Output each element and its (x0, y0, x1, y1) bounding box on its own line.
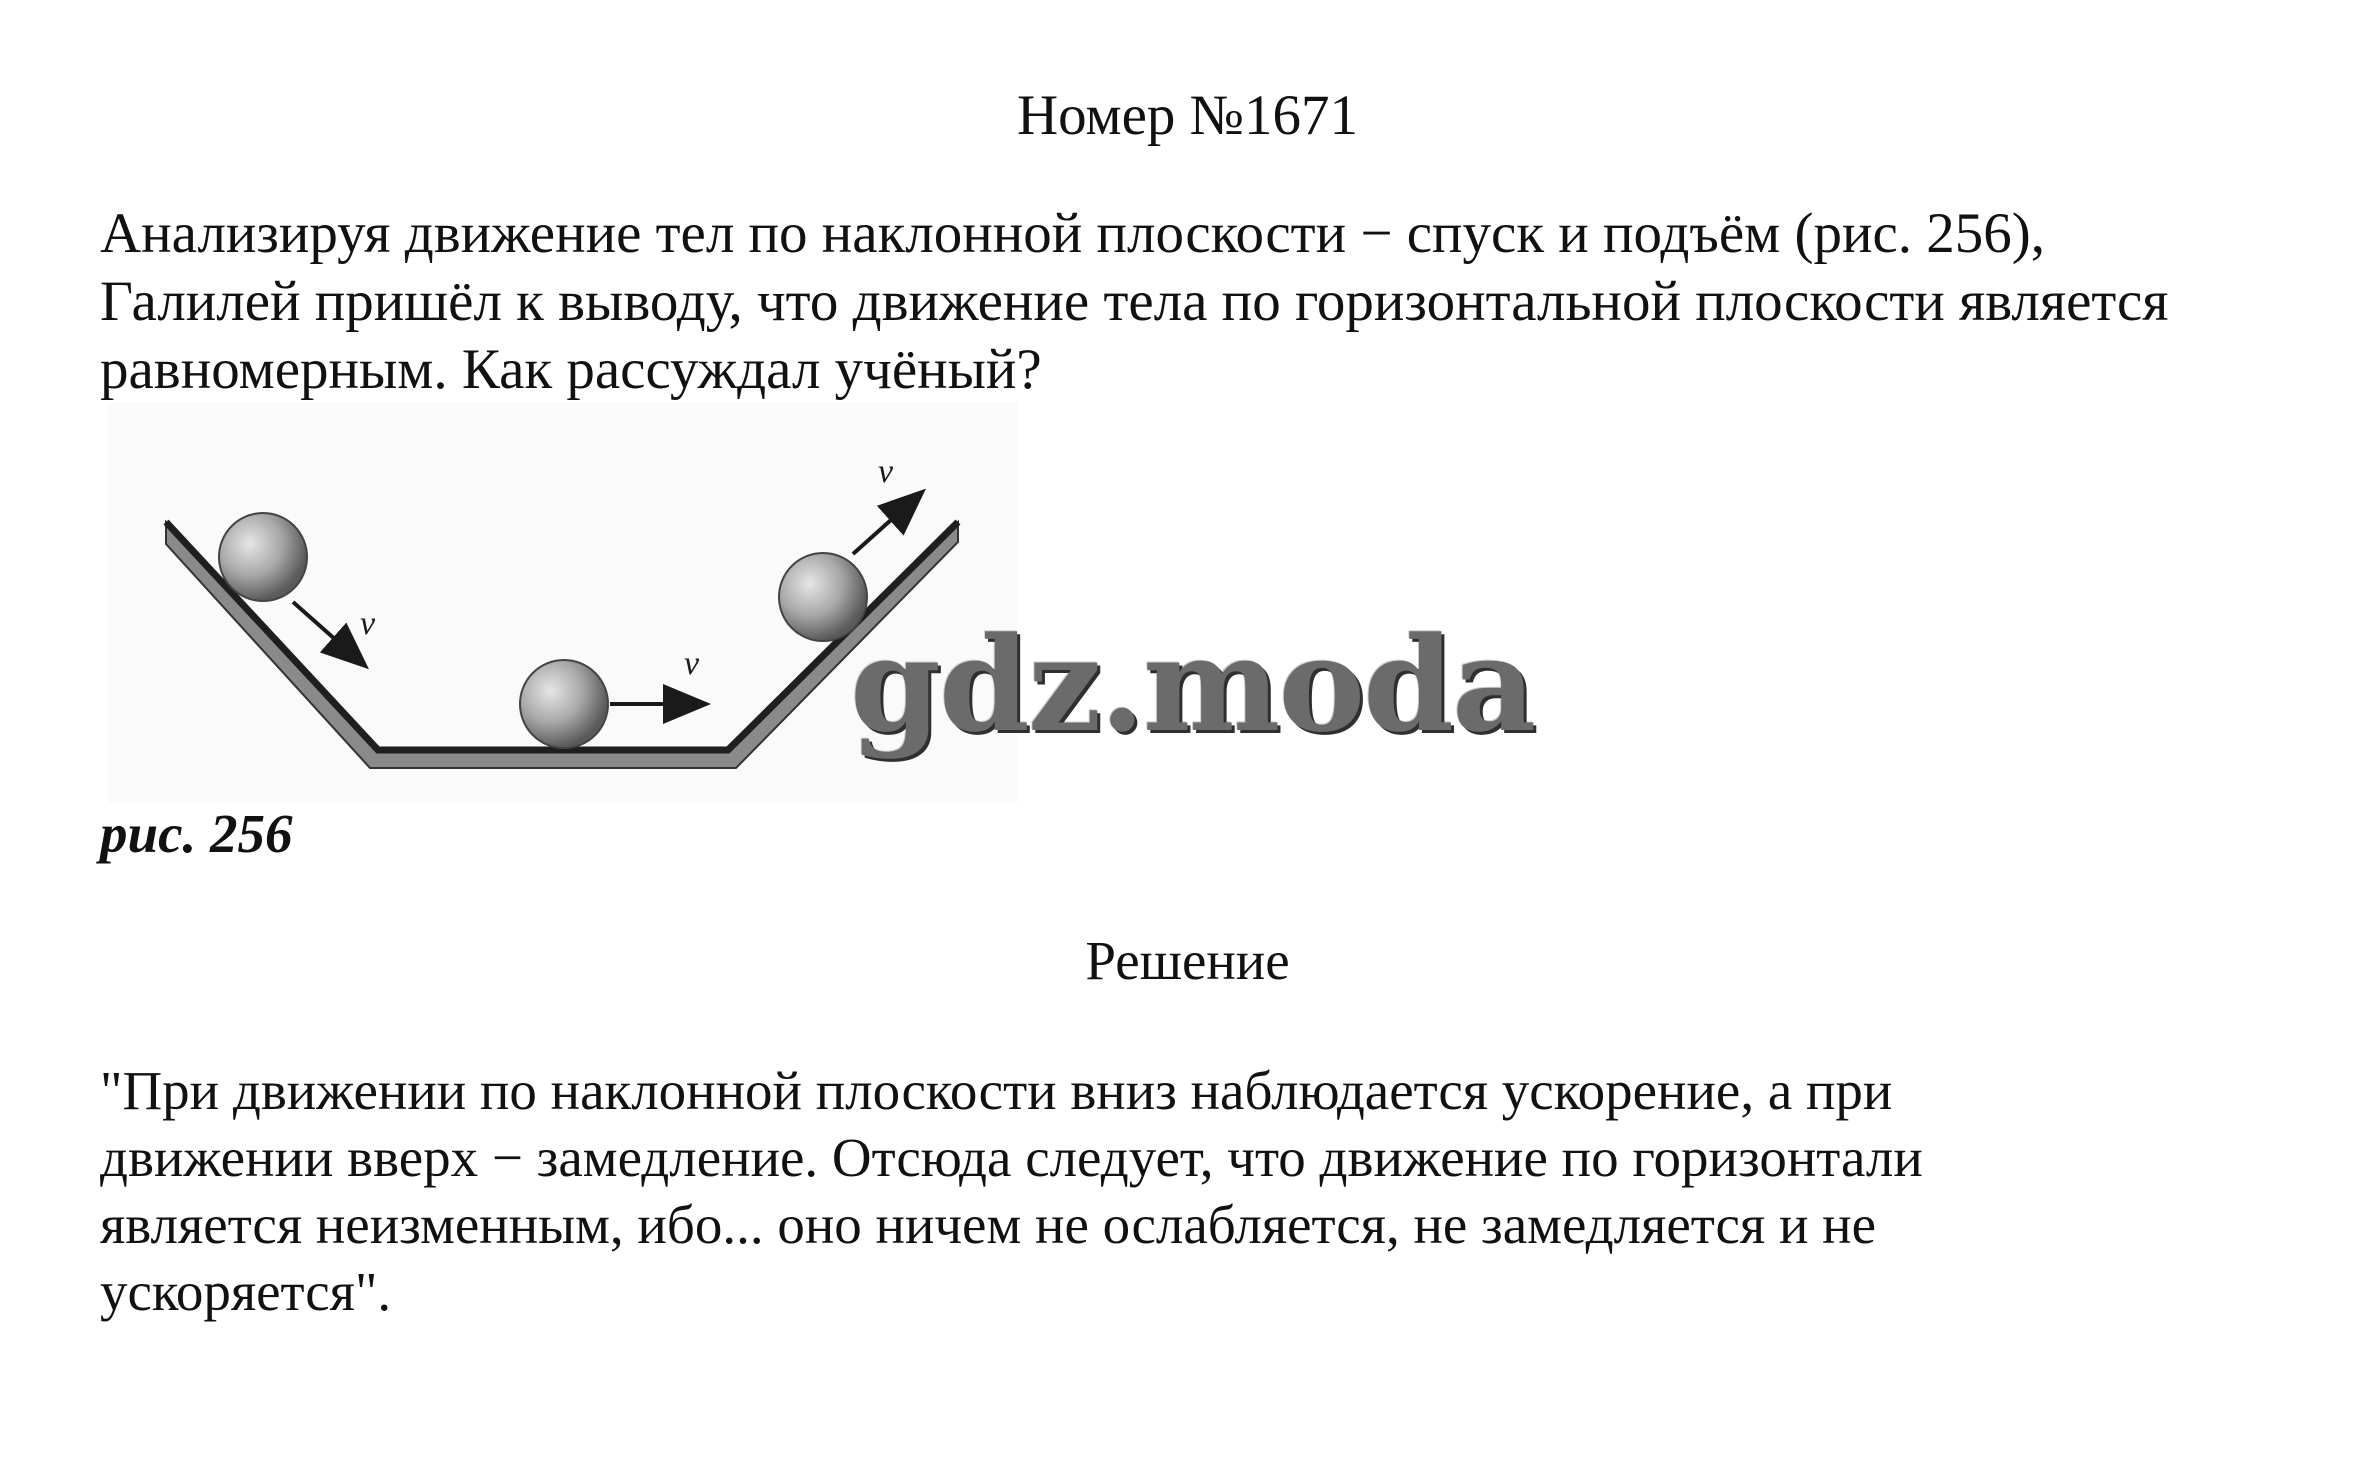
watermark-logo: gdz.moda (850, 608, 1535, 761)
velocity-label-3: v⃗ (878, 453, 920, 490)
solution-line: ускоряется". (100, 1261, 392, 1322)
ball-horizontal (520, 660, 608, 748)
ball-descending (219, 513, 307, 601)
velocity-label-1: v⃗ (360, 605, 402, 642)
solution-text (100, 1057, 2340, 1325)
problem-text (100, 200, 2340, 404)
problem-number-title: Номер №1671 (1016, 84, 1359, 147)
problem-line: Галилей пришёл к выводу, что движение тела по горизонтальной плоскости является (100, 270, 2169, 333)
figure-caption: рис. 256 (100, 803, 293, 864)
problem-line: Анализируя движение тел по наклонной плоскости − спуск и подъём (рис. 256), (100, 202, 2046, 265)
velocity-label-2: v⃗ (684, 645, 726, 682)
solution-heading: Решение (1085, 930, 1290, 991)
solution-line: движении вверх − замедление. Отсюда следует, что движение по горизонтали (100, 1127, 1923, 1188)
problem-line: равномерным. Как рассуждал учёный? (100, 338, 1042, 401)
solution-line: "При движении по наклонной плоскости вниз наблюдается ускорение, а при (100, 1060, 1893, 1121)
solution-line: является неизменным, ибо... оно ничем не ослабляется, не замедляется и не (100, 1194, 1877, 1255)
